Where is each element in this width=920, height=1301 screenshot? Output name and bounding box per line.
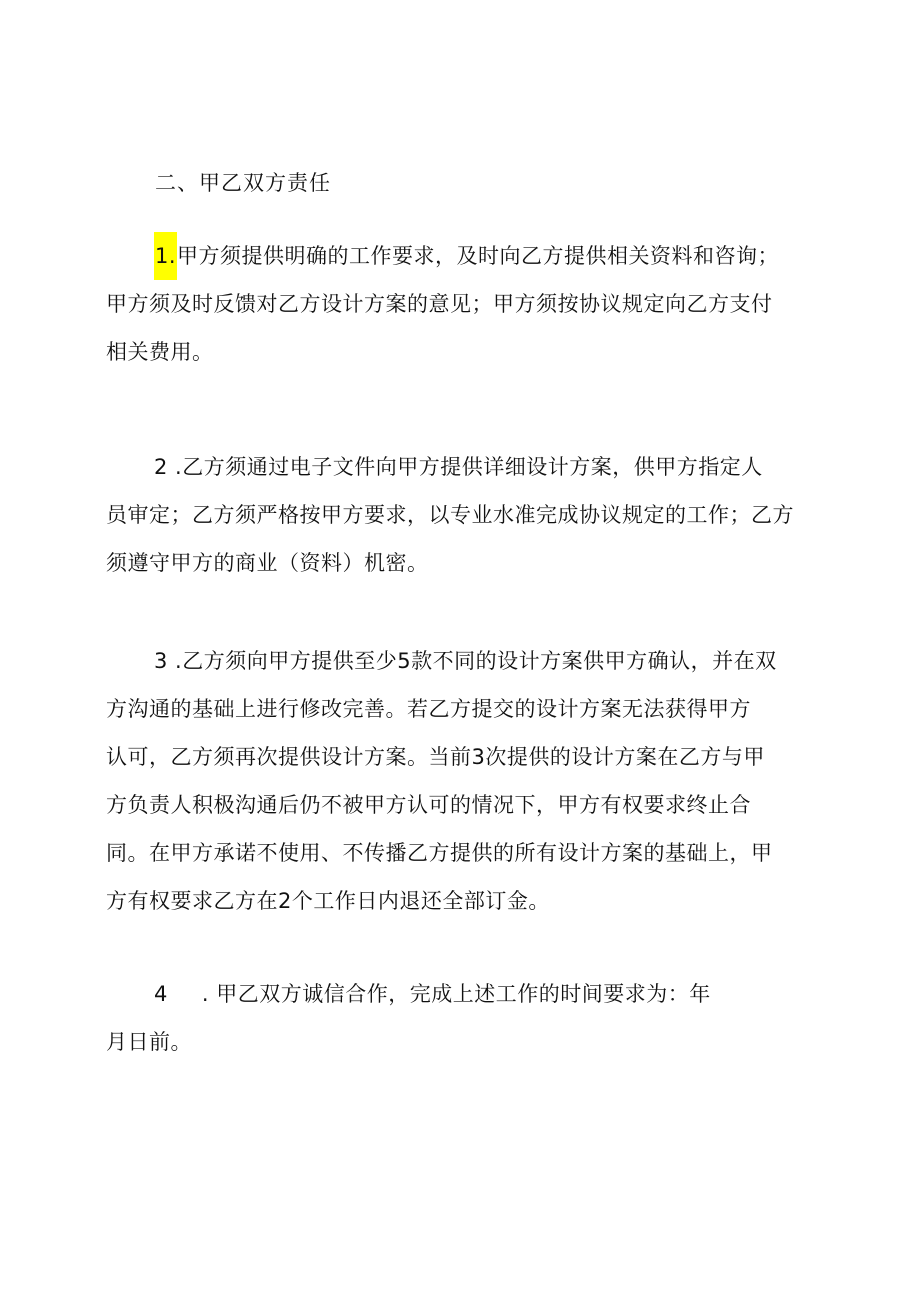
paragraph-3 [106,637,806,925]
highlighted-number: 1. [154,232,177,280]
paragraph-1-line-2: 甲方须及时反馈对乙方设计方案的意见；甲方须按协议规定向乙方支付 [106,292,773,316]
paragraph-3-line-6: 方有权要求乙方在2个工作日内退还全部订金。 [106,889,550,913]
paragraph-1-line-1 [106,232,806,280]
paragraph-4-number: 4 [154,982,168,1006]
paragraph-3-line-5: 同。在甲方承诺不使用、不传播乙方提供的所有设计方案的基础上，甲 [106,841,773,865]
paragraph-3-line-4: 方负责人积极沟通后仍不被甲方认可的情况下，甲方有权要求终止合 [106,793,751,817]
paragraph-2-line-3: 须遵守甲方的商业（资料）机密。 [106,551,429,575]
paragraph-4-line-2: 月日前。 [106,1030,192,1054]
paragraph-1-line-3: 相关费用。 [106,340,214,364]
paragraph-2-line-1: 2 .乙方须通过电子文件向甲方提供详细设计方案，供甲方指定人 [154,455,763,479]
paragraph-1-line-1-text: 甲方须提供明确的工作要求，及时向乙方提供相关资料和咨询； [177,244,780,268]
paragraph-4-line-1 [106,970,806,1018]
paragraph-3-line-1: 3 .乙方须向甲方提供至少5款不同的设计方案供甲方确认，并在双 [154,649,777,673]
section-title: 二、甲乙双方责任 [155,171,331,195]
paragraph-4 [106,970,806,1066]
paragraph-4-line-1-text: . 甲乙双方诚信合作，完成上述工作的时间要求为：年 [201,982,711,1006]
paragraph-1 [106,232,806,376]
paragraph-2 [106,443,806,587]
paragraph-2-line-2: 员审定；乙方须严格按甲方要求，以专业水准完成协议规定的工作；乙方 [106,503,794,527]
paragraph-3-line-2: 方沟通的基础上进行修改完善。若乙方提交的设计方案无法获得甲方 [106,697,751,721]
paragraph-3-line-3: 认可，乙方须再次提供设计方案。当前3次提供的设计方案在乙方与甲 [106,745,765,769]
